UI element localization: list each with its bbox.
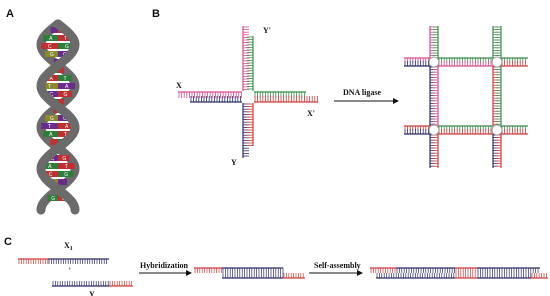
hybridization-label: Hybridization (140, 261, 189, 270)
base-letter: T (63, 76, 67, 82)
dna-double-helix (41, 24, 75, 210)
base-letter: G (50, 52, 54, 58)
hybridization-arrow (139, 270, 192, 276)
base-letter: G (64, 44, 69, 50)
base-letter: T (48, 84, 52, 90)
base-letter: C (48, 172, 53, 178)
base-letter: A (48, 164, 52, 170)
base-letter: G (51, 196, 56, 202)
base-pair-right (58, 179, 67, 185)
base-letter: T (63, 36, 67, 42)
panel-label-c: C (4, 236, 12, 248)
base-letter: C (62, 116, 67, 122)
self-assembly-arrow (309, 270, 363, 276)
ligase-arrow-label: DNA ligase (343, 88, 381, 97)
lattice-junction-node (492, 57, 502, 67)
plus-sign: + (68, 267, 72, 273)
base-letter: C (50, 156, 55, 162)
dna-lattice (404, 26, 528, 168)
base-letter: C (49, 92, 54, 98)
ligase-arrow (334, 98, 399, 104)
base-letter: T (64, 164, 68, 170)
base-letter: G (64, 172, 69, 178)
base-letter: A (49, 76, 53, 82)
base-letter: C (62, 52, 67, 58)
base-letter: T (63, 132, 67, 138)
panel-label-b: B (152, 8, 160, 20)
base-letter: A (49, 132, 53, 138)
base-letter: G (63, 92, 68, 98)
lattice-junction-node (492, 125, 502, 135)
base-letter: A (49, 36, 53, 42)
base-letter: G (50, 116, 54, 122)
label-y-prime: Y' (263, 26, 271, 35)
label-x-prime: X' (307, 109, 315, 118)
label-x1: $X_1$ (64, 241, 73, 252)
base-letter: C (48, 44, 52, 50)
base-letter: G (62, 156, 67, 162)
label-y1: Y (89, 290, 95, 296)
base-letter: A (64, 124, 69, 130)
sticky-end-assembly (18, 259, 548, 286)
label-y: Y (231, 158, 237, 167)
self-assembly-label: Self-assembly (314, 261, 361, 270)
panel-label-a: A (6, 8, 14, 20)
base-letter: A (65, 84, 69, 90)
lattice-junction-node (429, 57, 439, 67)
label-x: X (176, 81, 182, 90)
base-letter: T (48, 124, 52, 130)
four-arm-junction (178, 26, 318, 158)
lattice-junction-node (429, 125, 439, 135)
base-letter: C (61, 196, 66, 202)
